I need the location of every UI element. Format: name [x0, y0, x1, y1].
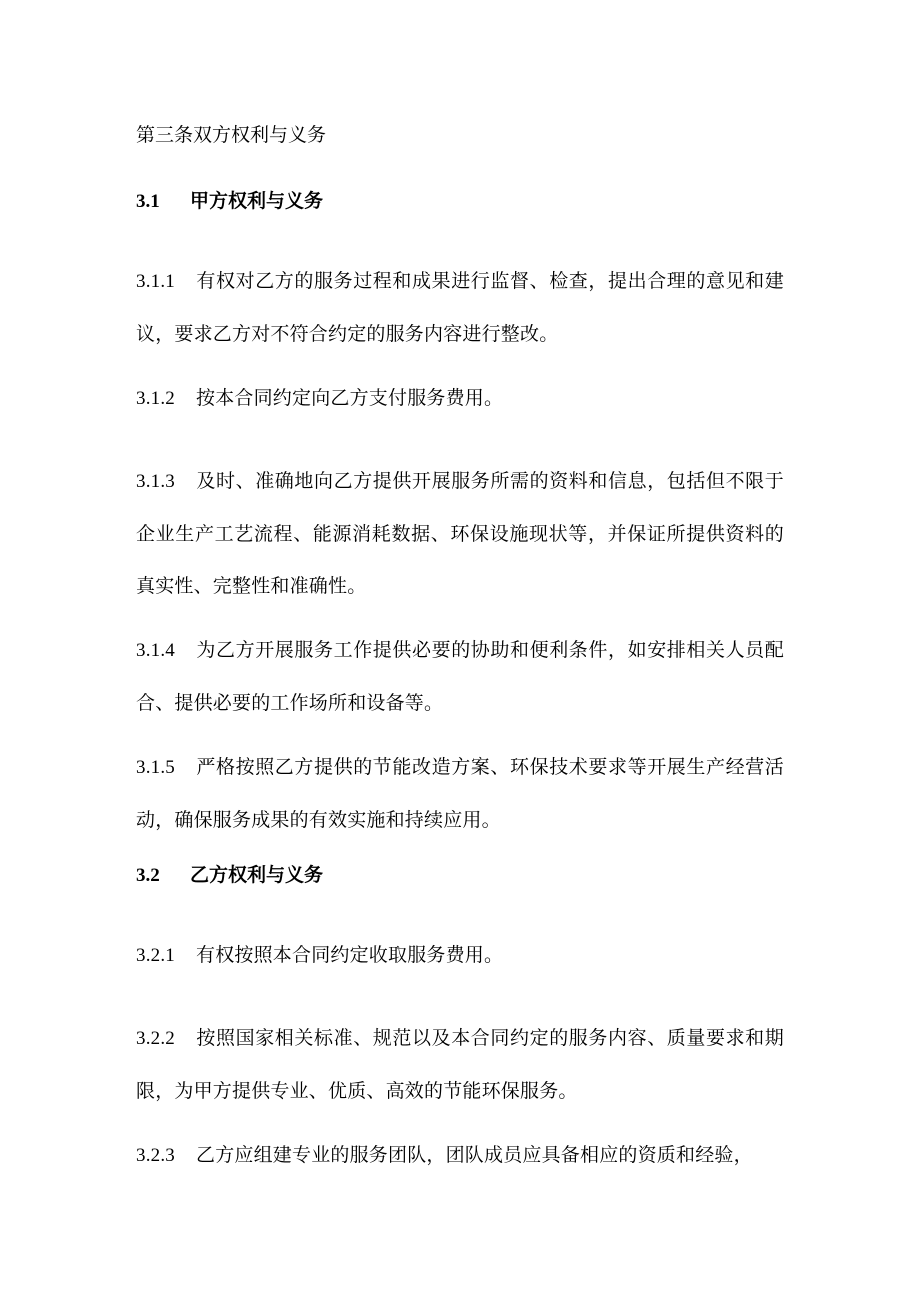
clause-number: 3.2.2 — [136, 1028, 175, 1049]
clause-number: 3.2.3 — [136, 1145, 175, 1166]
clause-text: 严格按照乙方提供的节能改造方案、环保技术要求等开展生产经营活动，确保服务成果的有效实施和持续应用。 — [136, 756, 784, 831]
clause-number: 3.1.5 — [136, 757, 175, 778]
clause-3-1-4 — [136, 624, 784, 729]
section-heading-3-1 — [136, 184, 784, 219]
clause-3-1-5 — [136, 741, 784, 846]
section-number: 3.2 — [136, 865, 160, 886]
clause-number: 3.2.1 — [136, 945, 175, 966]
clause-number: 3.1.1 — [136, 271, 175, 292]
clause-text: 有权对乙方的服务过程和成果进行监督、检查，提出合理的意见和建议，要求乙方对不符合约定的服务内容进行整改。 — [136, 270, 784, 345]
clause-text: 为乙方开展服务工作提供必要的协助和便利条件，如安排相关人员配合、提供必要的工作场所和设备等。 — [136, 639, 784, 714]
clause-number: 3.1.2 — [136, 388, 175, 409]
section-title: 乙方权利与义务 — [190, 864, 324, 886]
clause-3-2-1 — [136, 929, 784, 982]
section-heading-3-2 — [136, 858, 784, 893]
clause-3-1-2 — [136, 372, 784, 425]
clause-text: 有权按照本合同约定收取服务费用。 — [196, 944, 504, 966]
clause-text: 按照国家相关标准、规范以及本合同约定的服务内容、质量要求和期限，为甲方提供专业、优质、高效的节能环保服务。 — [136, 1027, 784, 1102]
section-number: 3.1 — [136, 191, 160, 212]
clause-3-1-1 — [136, 255, 784, 360]
section-title: 甲方权利与义务 — [190, 190, 324, 212]
article-title: 第三条双方权利与义务 — [136, 124, 327, 146]
clause-3-2-2 — [136, 1012, 784, 1117]
clause-text: 及时、准确地向乙方提供开展服务所需的资料和信息，包括但不限于企业生产工艺流程、能源消耗数据、环保设施现状等，并保证所提供资料的真实性、完整性和准确性。 — [136, 470, 784, 597]
clause-number: 3.1.3 — [136, 471, 175, 492]
clause-number: 3.1.4 — [136, 640, 175, 661]
clause-3-1-3 — [136, 455, 784, 612]
document-content — [136, 118, 784, 1194]
clause-3-2-3 — [136, 1129, 784, 1182]
clause-text: 乙方应组建专业的服务团队，团队成员应具备相应的资质和经验， — [196, 1144, 753, 1166]
clause-text: 按本合同约定向乙方支付服务费用。 — [196, 387, 504, 409]
